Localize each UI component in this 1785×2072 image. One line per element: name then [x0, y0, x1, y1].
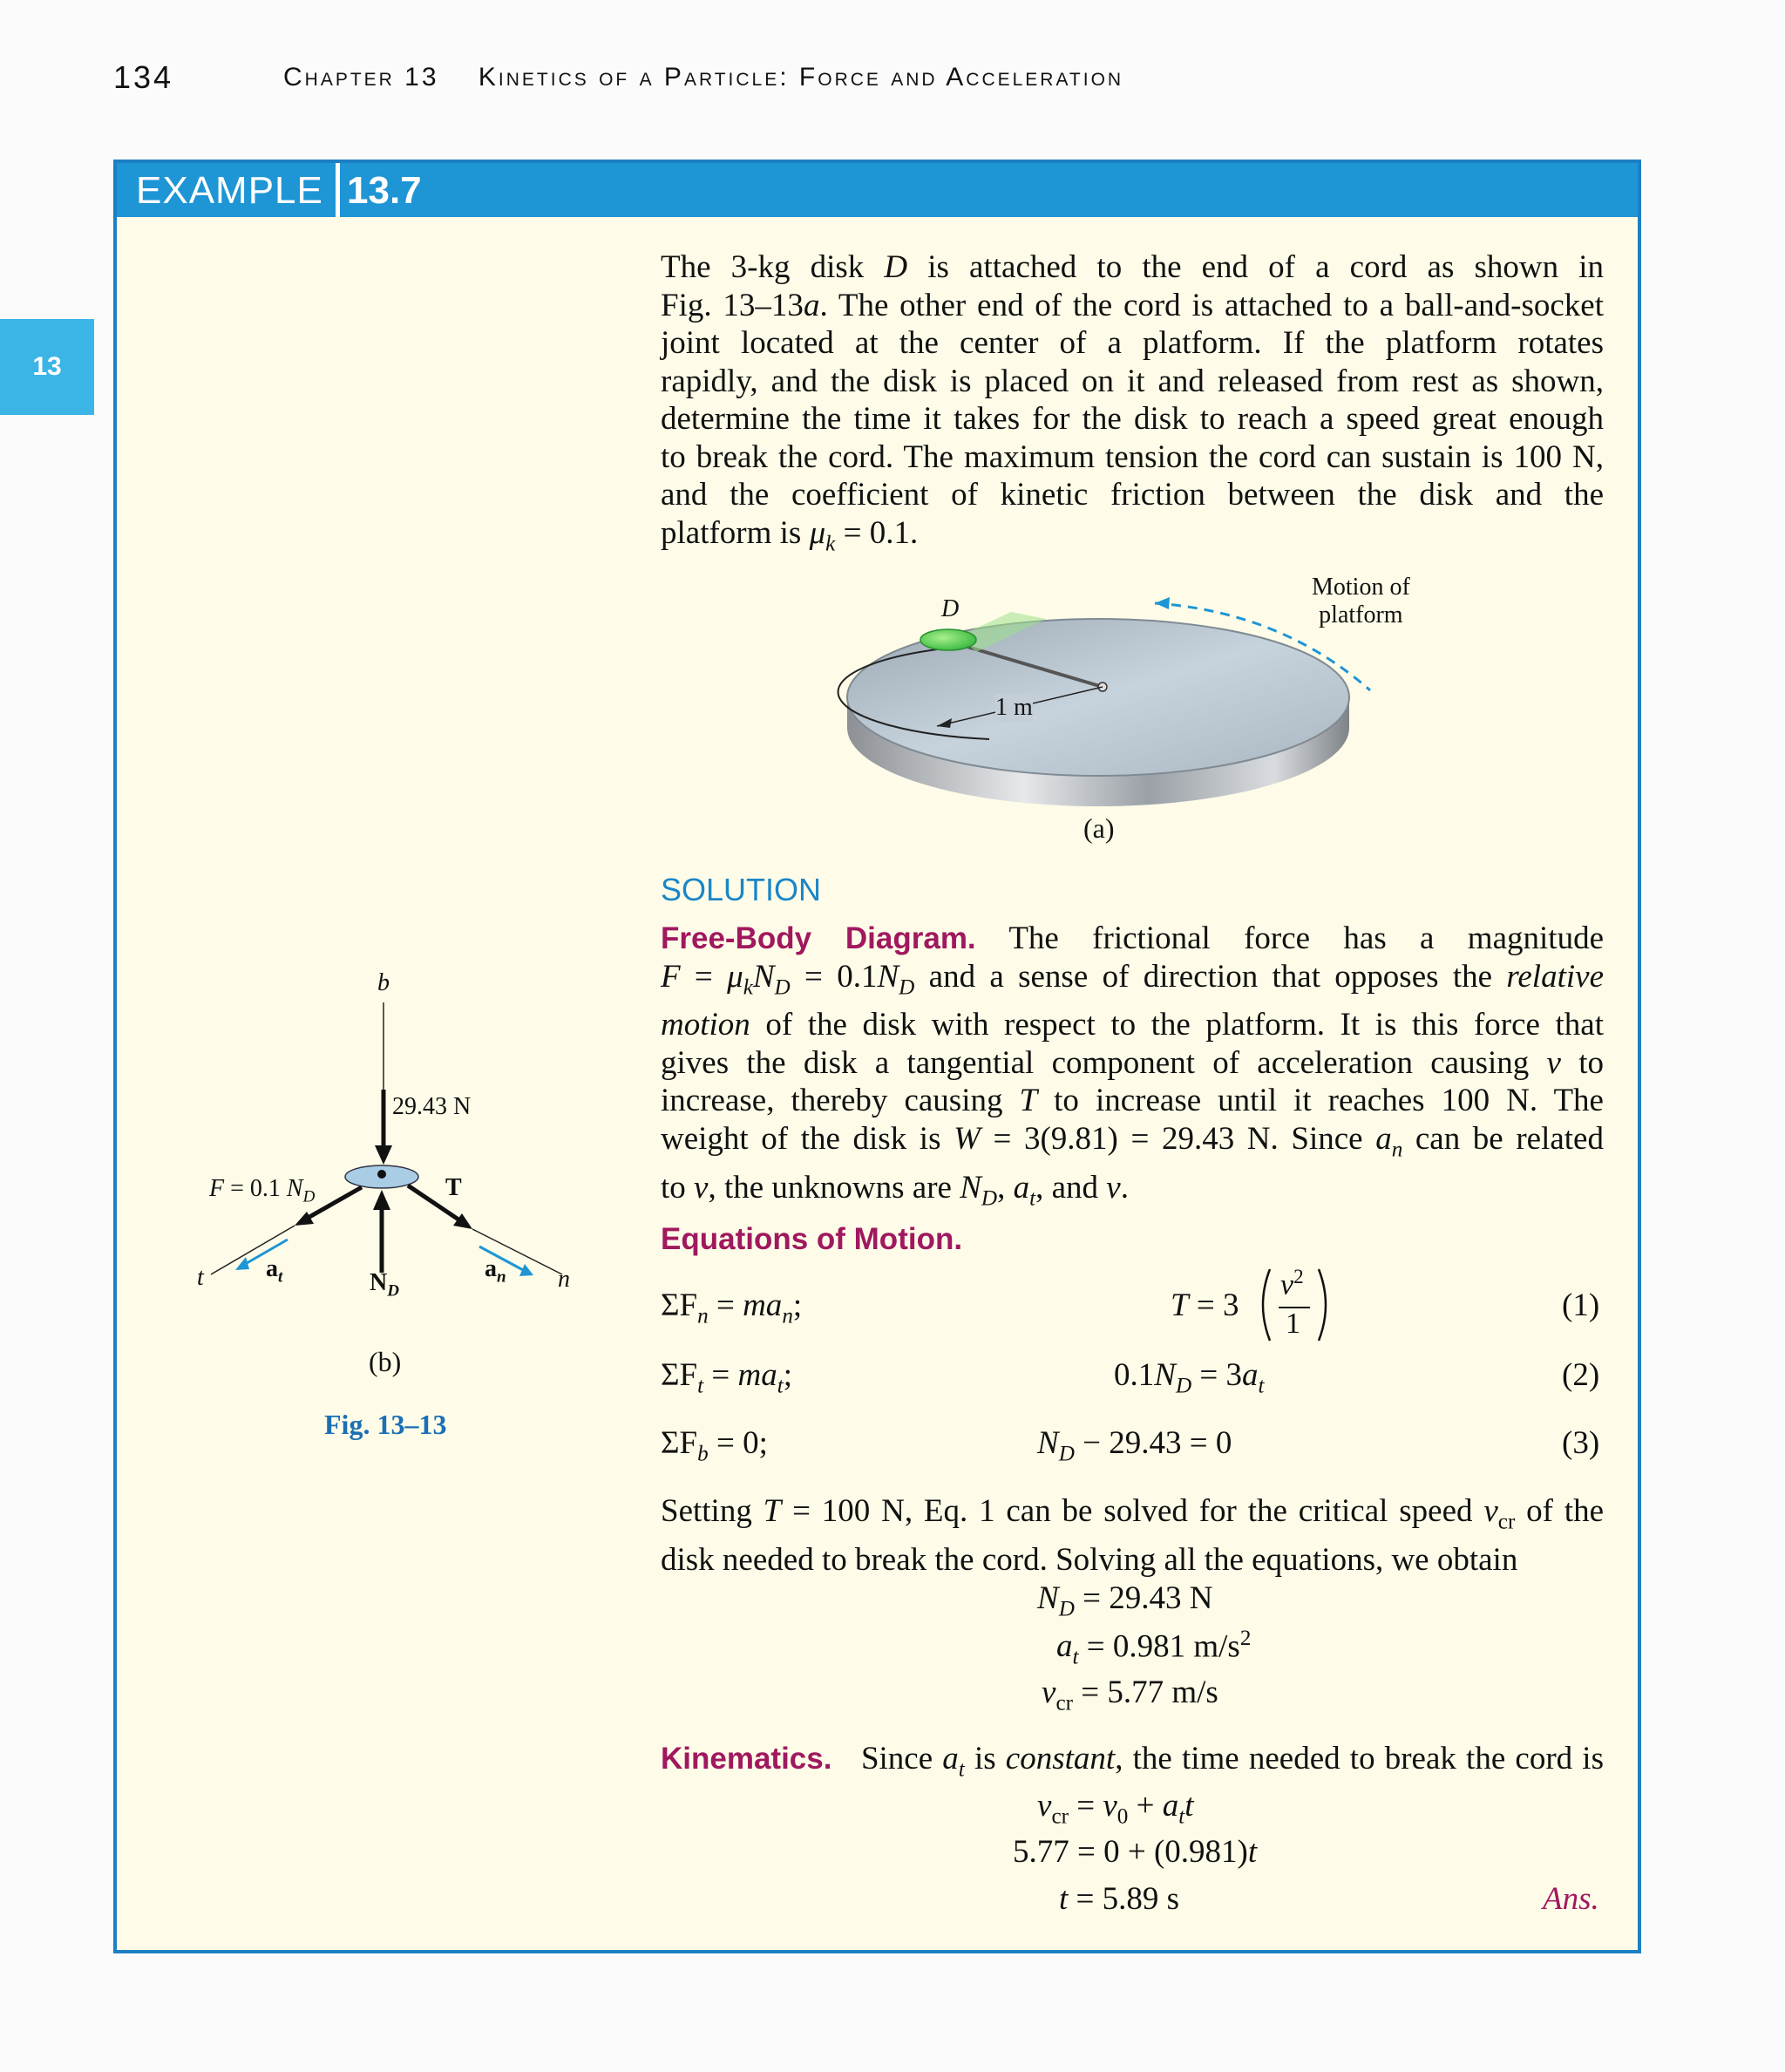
- chapter-side-tab: 13: [0, 319, 94, 415]
- kinematics-heading: Kinematics.: [661, 1742, 832, 1776]
- eq3-number: (3): [1562, 1425, 1600, 1461]
- problem-line: to break the cord. The maximum tension the cord can sustain is 100 N,: [661, 438, 1604, 475]
- chapter-title: Kinetics of a Particle: Force and Acceleration: [478, 63, 1124, 92]
- label-tension: T: [445, 1174, 462, 1201]
- motion-arrowhead: [1155, 597, 1170, 609]
- problem-line: determine the time it takes for the disk to reach a speed great enough: [661, 401, 1604, 437]
- fbd-heading: Free-Body Diagram.: [661, 921, 976, 955]
- label-friction: F = 0.1 $N_D$: [209, 1175, 316, 1206]
- running-header: [283, 63, 1123, 92]
- problem-line: and the coefficient of kinetic friction between the disk and the: [661, 477, 1604, 513]
- result-at: $a_t = 0.981$ $m/s^2$: [1056, 1627, 1252, 1669]
- motion-label-line: Motion of: [1312, 574, 1410, 601]
- problem-line: platform is $\mu_k = 0.1$.: [661, 514, 919, 555]
- right-paren: [1319, 1269, 1326, 1341]
- solution-heading: SOLUTION: [661, 872, 822, 907]
- label-at: $a_t$: [266, 1255, 283, 1287]
- problem-line: The 3-kg disk D is attached to the end of a cord as shown in: [661, 249, 1604, 285]
- figure-a-caption: (a): [1083, 812, 1115, 844]
- eq3-left: $\Sigma F_b = 0$;: [661, 1425, 768, 1466]
- disk-center-dot: [377, 1170, 386, 1179]
- fbd-line: motion of the disk with respect to the platform. It is this force that: [661, 1007, 1604, 1043]
- kin-eq-2: 5.77 = 0 + (0.981)t: [1013, 1834, 1258, 1870]
- label-disk-d: D: [941, 595, 960, 622]
- fbd-line: Free-Body Diagram. The frictional force has a magnitude: [661, 921, 1604, 956]
- eq2-right: $0.1N_D = 3a_t$: [1114, 1357, 1265, 1398]
- fbd-line: $F = \mu_kN_D = 0.1N_D$ and a sense of direction that opposes the relative: [661, 958, 1604, 999]
- eq1-right: T = 3: [1171, 1287, 1239, 1323]
- eq1-left: $\Sigma F_n = ma_n$;: [661, 1287, 803, 1328]
- eq1-numerator: $v^2$: [1280, 1266, 1304, 1301]
- eq1-fraction: [1259, 1266, 1329, 1344]
- answer-label: Ans.: [1543, 1881, 1599, 1917]
- label-radius: 1 m: [995, 694, 1033, 721]
- kin-eq-3: t = 5.89 s: [1059, 1881, 1180, 1917]
- figure-b-caption: (b): [369, 1346, 402, 1377]
- setting-paragraph: [661, 1492, 1604, 1579]
- problem-line: Fig. 13–13a. The other end of the cord is attached to a ball-and-socket: [661, 287, 1604, 323]
- problem-line: joint located at the center of a platform. If the platform rotates: [661, 325, 1604, 361]
- result-vcr: $v_{cr} = 5.77$ m/s: [1042, 1675, 1218, 1715]
- label-weight: 29.43 N: [392, 1093, 472, 1120]
- chapter-label: Chapter 13: [283, 63, 439, 92]
- figure-title: Fig. 13–13: [324, 1409, 447, 1440]
- eq1-number: (1): [1562, 1287, 1600, 1323]
- label-motion: [1312, 574, 1410, 629]
- disk-d: [920, 629, 976, 650]
- fbd-line: to v, the unknowns are $N_D$, $a_t$, and v.: [661, 1169, 1129, 1211]
- eq2-number: (2): [1562, 1357, 1600, 1393]
- problem-line: rapidly, and the disk is placed on it and released from rest as shown,: [661, 363, 1604, 399]
- setting-line: Setting T = 100 N, Eq. 1 can be solved for the critical speed $v_{cr}$ of the: [661, 1493, 1605, 1534]
- normal-arrowhead: [373, 1190, 390, 1210]
- figure-b-free-body-diagram: [192, 959, 593, 1308]
- eq3-right: $N_D - 29.43 = 0$: [1037, 1425, 1232, 1466]
- eom-heading: Equations of Motion.: [661, 1222, 963, 1256]
- label-n-axis: n: [558, 1266, 570, 1293]
- setting-line: disk needed to break the cord. Solving all the equations, we obtain: [661, 1541, 1518, 1578]
- kinematics-line: Kinematics. Since $a_t$ is constant, the time needed to break the cord is: [661, 1741, 1604, 1782]
- motion-label-line: platform: [1319, 601, 1403, 628]
- problem-statement: [661, 248, 1604, 562]
- fbd-line: weight of the disk is W = 3(9.81) = 29.43 N. Since $a_n$ can be related: [661, 1120, 1604, 1162]
- page-number: 134: [113, 59, 174, 95]
- weight-arrowhead: [375, 1145, 392, 1165]
- example-number: 13.7: [347, 169, 422, 212]
- eq2-left: $\Sigma F_t = ma_t$;: [661, 1357, 793, 1398]
- label-b-axis: b: [377, 969, 390, 996]
- label-an: $a_n$: [485, 1255, 506, 1287]
- kin-eq-1: $v_{cr} = v_0 + a_tt$: [1037, 1788, 1194, 1829]
- example-banner-divider: [336, 163, 340, 217]
- fbd-line: gives the disk a tangential component of acceleration causing v to: [661, 1044, 1605, 1081]
- fbd-line: increase, thereby causing T to increase until it reaches 100 N. The: [661, 1083, 1604, 1119]
- label-normal: $N_D$: [370, 1269, 399, 1301]
- label-t-axis: t: [197, 1264, 204, 1291]
- example-banner: [117, 163, 1638, 217]
- result-nd: $N_D = 29.43$ N: [1037, 1580, 1213, 1621]
- eq1-denominator: 1: [1286, 1308, 1300, 1340]
- fbd-paragraph: [661, 920, 1604, 1218]
- example-label: EXAMPLE: [136, 169, 323, 212]
- left-paren: [1263, 1269, 1270, 1341]
